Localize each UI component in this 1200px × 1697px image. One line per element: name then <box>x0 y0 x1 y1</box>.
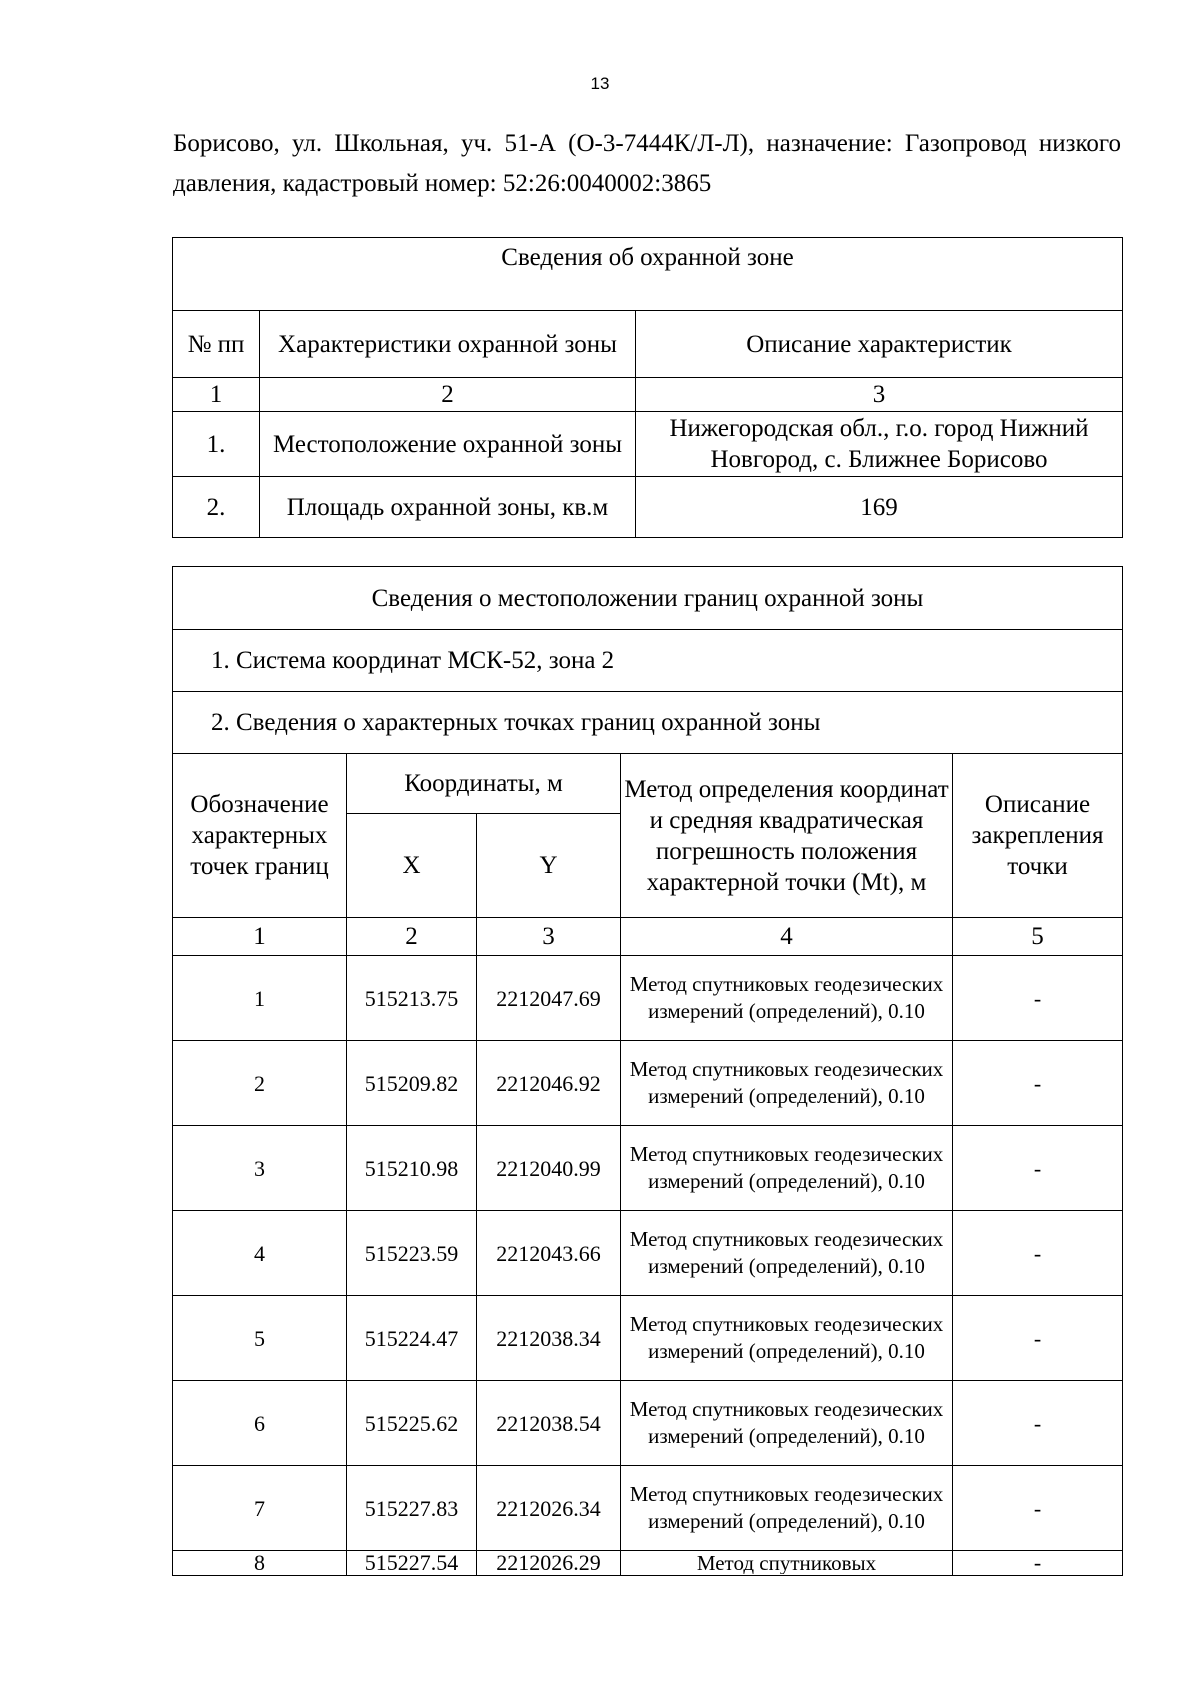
point-y: 2212040.99 <box>477 1126 621 1211</box>
point-method: Метод спутниковых геодезических измерений (определений), 0.10 <box>621 956 953 1041</box>
zone-row-num: 2. <box>173 477 260 538</box>
point-id: 4 <box>173 1211 347 1296</box>
table-row <box>173 1381 1123 1466</box>
bounds-col-number: 5 <box>953 918 1123 956</box>
point-method: Метод спутниковых геодезических измерений (определений), 0.10 <box>621 1296 953 1381</box>
point-x: 515225.62 <box>347 1381 477 1466</box>
table-row <box>173 1211 1123 1296</box>
zone-header-characteristic: Характеристики охранной зоны <box>260 311 636 378</box>
table-row <box>173 1126 1123 1211</box>
point-x: 515224.47 <box>347 1296 477 1381</box>
table-row <box>173 1551 1123 1576</box>
point-fixing: - <box>953 1296 1123 1381</box>
point-method-text: Метод спутниковых <box>696 1552 877 1574</box>
point-method: Метод спутниковых геодезических измерений (определений), 0.10 <box>621 1126 953 1211</box>
point-method: Метод спутниковых геодезических измерений (определений), 0.10 <box>621 1466 953 1551</box>
bounds-col-number: 2 <box>347 918 477 956</box>
point-method <box>621 1551 953 1576</box>
header-fixing: Описание закрепления точки <box>953 754 1123 918</box>
bounds-col-number: 1 <box>173 918 347 956</box>
point-fixing: - <box>953 1126 1123 1211</box>
point-y: 2212038.34 <box>477 1296 621 1381</box>
zone-row-name: Местоположение охранной зоны <box>260 412 636 477</box>
header-method: Метод определения координат и средняя квадратическая погрешность положения характерной точки (Mt), м <box>621 754 953 918</box>
point-id: 2 <box>173 1041 347 1126</box>
bounds-table-title: Сведения о местоположении границ охранной зоны <box>173 567 1123 630</box>
table-row <box>173 1466 1123 1551</box>
zone-col-number: 1 <box>173 378 260 412</box>
point-x: 515227.83 <box>347 1466 477 1551</box>
point-fixing: - <box>953 1041 1123 1126</box>
point-y: 2212026.29 <box>477 1551 621 1576</box>
bounds-col-number: 3 <box>477 918 621 956</box>
table-row <box>173 412 1123 477</box>
zone-table-title: Сведения об охранной зоне <box>173 238 1123 311</box>
page-number: 13 <box>590 74 610 93</box>
zone-col-number: 2 <box>260 378 636 412</box>
point-id: 8 <box>173 1551 347 1576</box>
point-fixing: - <box>953 1551 1123 1576</box>
point-id: 5 <box>173 1296 347 1381</box>
header-x: X <box>347 814 477 918</box>
table-row <box>173 477 1123 538</box>
point-x: 515223.59 <box>347 1211 477 1296</box>
zone-header-description: Описание характеристик <box>636 311 1123 378</box>
header-designation: Обозначение характерных точек границ <box>173 754 347 918</box>
table-row <box>173 1296 1123 1381</box>
point-method: Метод спутниковых геодезических измерений (определений), 0.10 <box>621 1041 953 1126</box>
point-y: 2212038.54 <box>477 1381 621 1466</box>
point-fixing: - <box>953 1466 1123 1551</box>
point-method: Метод спутниковых геодезических измерений (определений), 0.10 <box>621 1381 953 1466</box>
coordinate-system: 1. Система координат МСК-52, зона 2 <box>173 630 1123 692</box>
point-x: 515209.82 <box>347 1041 477 1126</box>
point-y: 2212043.66 <box>477 1211 621 1296</box>
zone-info-table <box>172 237 1123 538</box>
point-fixing: - <box>953 956 1123 1041</box>
point-y: 2212026.34 <box>477 1466 621 1551</box>
table-row <box>173 956 1123 1041</box>
bounds-col-number: 4 <box>621 918 953 956</box>
zone-row-desc: 169 <box>636 477 1123 538</box>
zone-row-num: 1. <box>173 412 260 477</box>
zone-col-number: 3 <box>636 378 1123 412</box>
table-row <box>173 1041 1123 1126</box>
points-subtitle: 2. Сведения о характерных точках границ охранной зоны <box>173 692 1123 754</box>
header-coords: Координаты, м <box>347 754 621 814</box>
point-id: 7 <box>173 1466 347 1551</box>
point-id: 6 <box>173 1381 347 1466</box>
point-fixing: - <box>953 1211 1123 1296</box>
zone-row-desc: Нижегородская обл., г.о. город Нижний Новгород, с. Ближнее Борисово <box>636 412 1123 477</box>
point-x: 515227.54 <box>347 1551 477 1576</box>
point-id: 3 <box>173 1126 347 1211</box>
point-y: 2212047.69 <box>477 956 621 1041</box>
header-y: Y <box>477 814 621 918</box>
boundary-points-table <box>172 566 1123 1576</box>
point-y: 2212046.92 <box>477 1041 621 1126</box>
point-fixing: - <box>953 1381 1123 1466</box>
intro-paragraph: Борисово, ул. Школьная, уч. 51-А (О-3-7444К/Л-Л), назначение: Газопровод низкого давления, кадастровый номер: 52:26:0040002:3865 <box>173 130 1121 197</box>
zone-row-name: Площадь охранной зоны, кв.м <box>260 477 636 538</box>
point-x: 515213.75 <box>347 956 477 1041</box>
point-method: Метод спутниковых геодезических измерений (определений), 0.10 <box>621 1211 953 1296</box>
point-id: 1 <box>173 956 347 1041</box>
zone-header-num: № пп <box>173 311 260 378</box>
point-x: 515210.98 <box>347 1126 477 1211</box>
